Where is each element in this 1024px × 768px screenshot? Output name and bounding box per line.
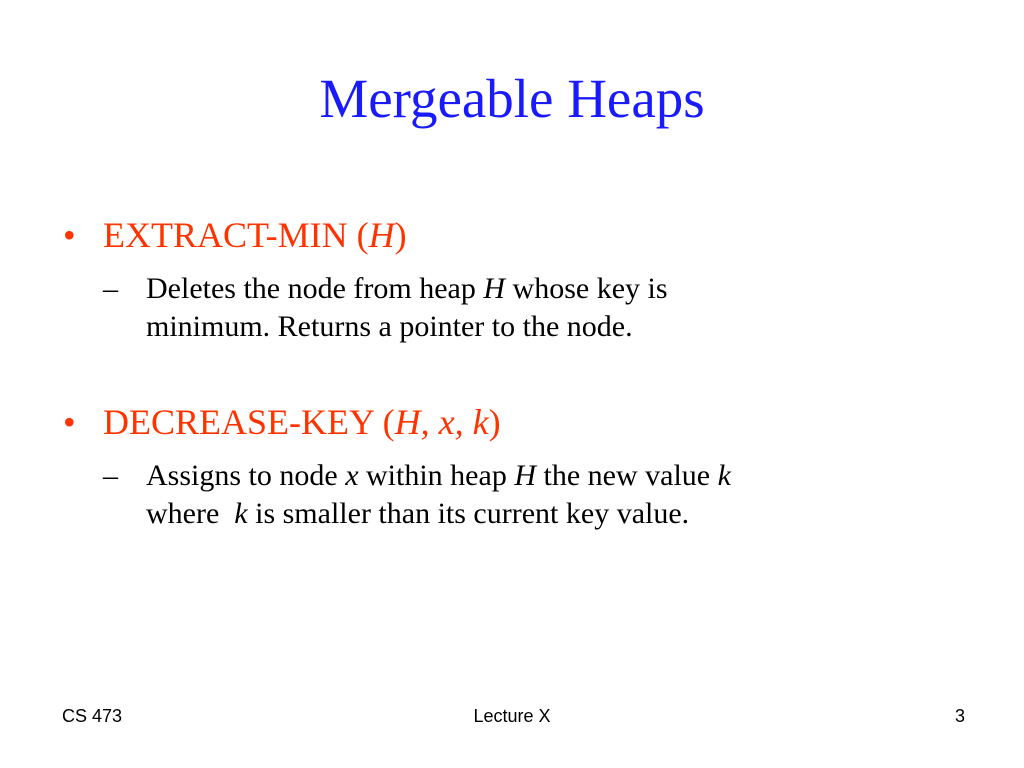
footer-slide-number: 3 <box>954 706 965 726</box>
bullet-dot: • <box>63 215 76 255</box>
sub-bullet-line-2: minimum. Returns a pointer to the node. <box>146 310 633 343</box>
italic-var: H <box>483 272 506 305</box>
sub-bullet-line-2 <box>146 495 978 533</box>
text-run: Deletes the node from heap <box>146 272 484 305</box>
text-run: whose key is <box>505 272 668 305</box>
sub-bullet-line-1 <box>146 457 978 495</box>
bullet-close-paren: ) <box>394 215 407 255</box>
footer-lecture: Lecture X <box>473 706 551 726</box>
italic-var: k <box>234 497 248 530</box>
sub-bullet-decrease-key <box>103 457 978 533</box>
sub-bullet-line-1 <box>146 270 978 308</box>
italic-var: H <box>514 459 536 492</box>
text-run: where <box>146 497 235 530</box>
bullet-args: H <box>368 215 395 255</box>
italic-var: k <box>717 459 731 492</box>
text-run: within heap <box>358 459 515 492</box>
bullet-extract-min <box>58 213 978 257</box>
bullet-open-paren: ( <box>373 402 395 442</box>
bullet-open-paren: ( <box>347 215 369 255</box>
bullet-decrease-key <box>58 400 978 444</box>
bullet-args: H, x, k <box>394 402 489 442</box>
sub-bullet-dash: – <box>103 459 118 492</box>
bullet-dot: • <box>63 402 76 442</box>
text-run: is smaller than its current key value. <box>247 497 690 530</box>
sub-bullet-dash: – <box>103 272 118 305</box>
text-run: Assigns to node <box>146 459 346 492</box>
italic-var: x <box>345 459 359 492</box>
bullet-operation-name: DECREASE-KEY <box>103 402 374 442</box>
bullet-operation-name: EXTRACT-MIN <box>103 215 348 255</box>
slide-title: Mergeable Heaps <box>319 68 705 129</box>
bullet-close-paren: ) <box>488 402 501 442</box>
bullet-list <box>58 213 978 533</box>
footer-course: CS 473 <box>62 706 123 726</box>
text-run: the new value <box>536 459 718 492</box>
sub-bullet-extract-min <box>103 270 978 346</box>
